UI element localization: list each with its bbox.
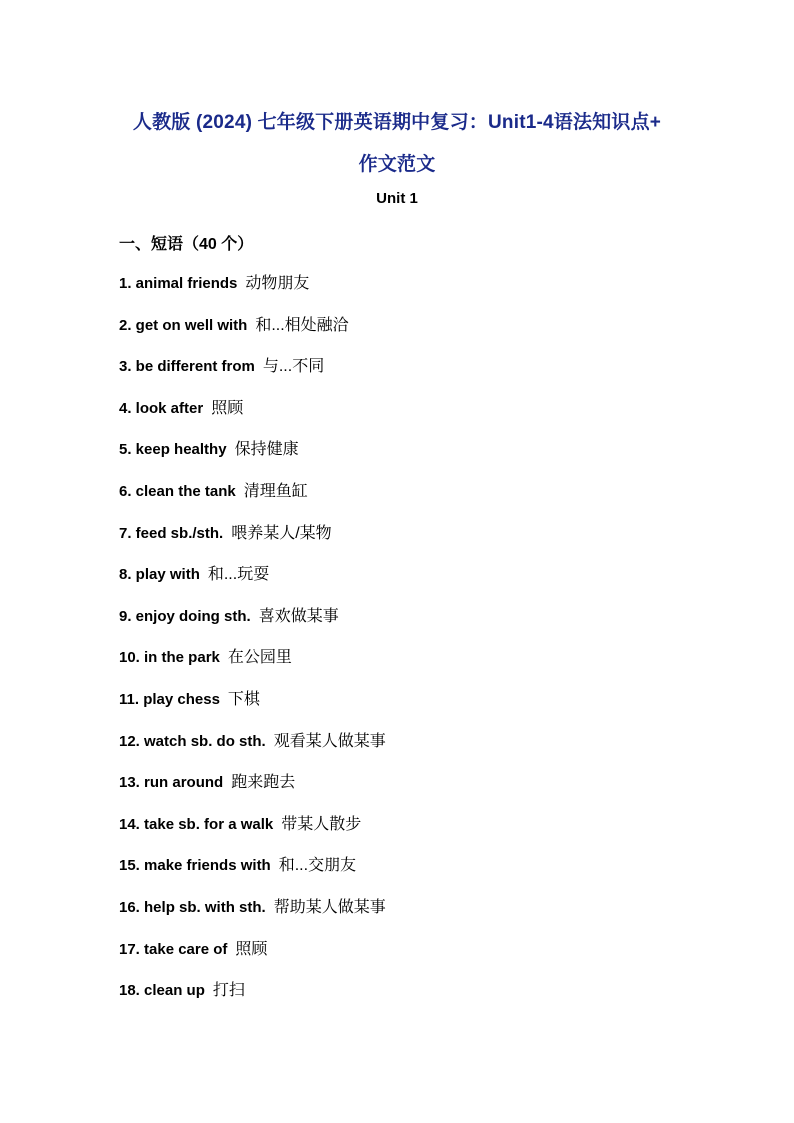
phrase-english: 18. clean up <box>119 982 205 1000</box>
phrase-english: 7. feed sb./sth. <box>119 524 224 542</box>
phrase-item <box>119 647 386 689</box>
phrase-english: 11. play chess <box>119 690 220 708</box>
phrase-item <box>119 606 386 648</box>
phrase-chinese: 打扫 <box>212 982 245 1000</box>
phrase-english: 8. play with <box>119 566 200 584</box>
phrase-chinese: 保持健康 <box>234 441 299 459</box>
phrase-english: 5. keep healthy <box>119 441 227 459</box>
phrase-item <box>119 564 386 606</box>
phrase-item <box>119 523 386 565</box>
document-title-line-2: 作文范文 <box>358 154 436 175</box>
phrase-item <box>119 356 386 398</box>
phrase-chinese: 带某人散步 <box>281 815 362 833</box>
phrase-english: 2. get on well with <box>119 316 248 334</box>
phrase-item <box>119 855 386 897</box>
phrase-chinese: 与...不同 <box>262 358 325 376</box>
phrase-english: 12. watch sb. do sth. <box>119 732 266 750</box>
phrase-chinese: 和...相处融洽 <box>255 316 349 334</box>
phrase-english: 9. enjoy doing sth. <box>119 607 251 625</box>
phrase-item <box>119 731 386 773</box>
phrase-chinese: 观看某人做某事 <box>273 732 386 750</box>
phrase-chinese: 和...交朋友 <box>278 857 357 875</box>
phrase-chinese: 跑来跑去 <box>231 774 296 792</box>
phrase-chinese: 帮助某人做某事 <box>273 898 386 916</box>
phrase-english: 16. help sb. with sth. <box>119 898 266 916</box>
phrase-chinese: 在公园里 <box>227 649 292 667</box>
phrase-item <box>119 481 386 523</box>
phrase-item <box>119 689 386 731</box>
phrase-item <box>119 814 386 856</box>
phrase-item <box>119 939 386 981</box>
document-title-line-1: 人教版 (2024) 七年级下册英语期中复习：Unit1-4语法知识点+ <box>132 112 662 133</box>
phrase-chinese: 下棋 <box>227 690 260 708</box>
phrase-english: 3. be different from <box>119 358 255 376</box>
phrase-chinese: 喜欢做某事 <box>258 607 339 625</box>
phrase-english: 10. in the park <box>119 649 220 667</box>
unit-heading: Unit 1 <box>376 190 418 207</box>
phrase-chinese: 照顾 <box>211 399 244 417</box>
phrase-item <box>119 315 386 357</box>
section-heading: 一、短语（40 个） <box>119 236 254 253</box>
phrase-item <box>119 897 386 939</box>
phrase-item <box>119 398 386 440</box>
phrase-english: 15. make friends with <box>119 857 271 875</box>
phrase-chinese: 动物朋友 <box>245 275 310 292</box>
phrase-english: 13. run around <box>119 774 224 792</box>
phrase-item <box>119 273 386 315</box>
phrase-english: 14. take sb. for a walk <box>119 815 274 833</box>
phrase-english: 6. clean the tank <box>119 482 236 500</box>
phrase-chinese: 喂养某人/某物 <box>231 524 332 542</box>
phrase-list <box>119 273 386 1022</box>
phrase-item <box>119 772 386 814</box>
phrase-item <box>119 439 386 481</box>
phrase-chinese: 和...玩耍 <box>207 566 270 584</box>
phrase-item <box>119 980 386 1022</box>
phrase-english: 4. look after <box>119 399 204 417</box>
phrase-english: 1. animal friends <box>119 275 238 292</box>
phrase-chinese: 照顾 <box>235 940 268 958</box>
phrase-english: 17. take care of <box>119 940 228 958</box>
phrase-chinese: 清理鱼缸 <box>243 482 308 500</box>
